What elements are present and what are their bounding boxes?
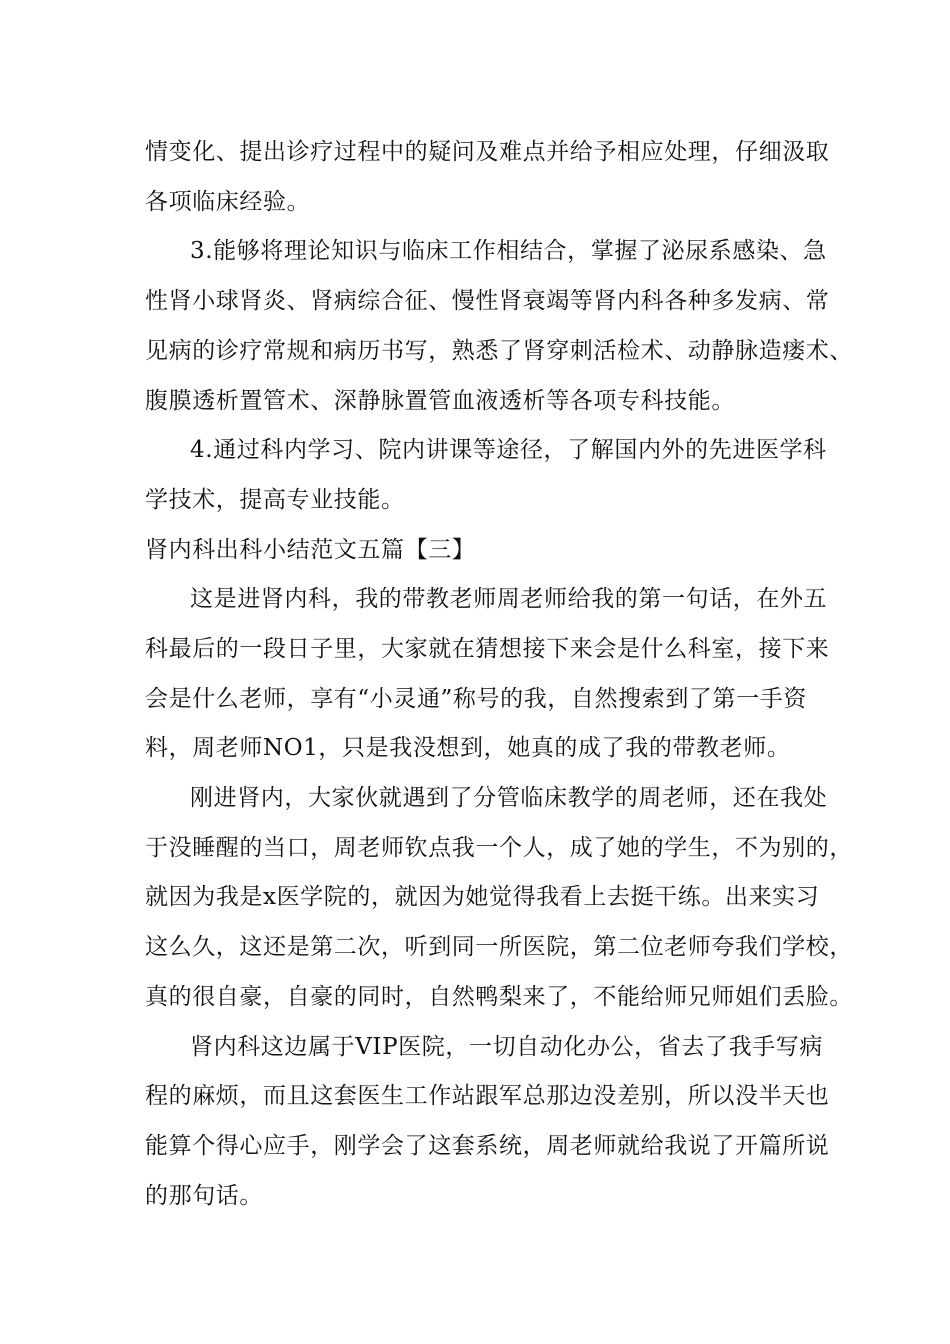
text-line: 情变化、提出诊疗过程中的疑问及难点并给予相应处理，仔细汲取 (145, 139, 830, 165)
section-heading: 肾内科出科小结范文五篇【三】 (145, 537, 476, 563)
paragraph-start-line: 刚进肾内，大家伙就遇到了分管临床教学的周老师，还在我处 (190, 785, 828, 811)
text-line: 学技术，提高专业技能。 (145, 487, 405, 513)
text-line: 就因为我是x医学院的，就因为她觉得我看上去挺干练。出来实习 (145, 884, 820, 910)
paragraph-start-line: 肾内科这边属于VIP医院，一切自动化办公，省去了我手写病 (190, 1034, 823, 1060)
text-line: 程的麻烦，而且这套医生工作站跟军总那边没差别，所以没半天也 (145, 1083, 830, 1109)
paragraph-start-line: 4.通过科内学习、院内讲课等途径，了解国内外的先进医学科 (190, 437, 827, 463)
text-line: 料，周老师NO1，只是我没想到，她真的成了我的带教老师。 (145, 735, 791, 761)
text-line: 于没睡醒的当口，周老师钦点我一个人，成了她的学生，不为别的， (145, 835, 853, 861)
text-line: 这么久，这还是第二次，听到同一所医院，第二位老师夸我们学校， (145, 934, 853, 960)
text-line: 见病的诊疗常规和病历书写，熟悉了肾穿刺活检术、动静脉造瘘术、 (145, 338, 853, 364)
paragraph-start-line: 3.能够将理论知识与临床工作相结合，掌握了泌尿系感染、急 (190, 238, 827, 264)
paragraph-start-line: 这是进肾内科，我的带教老师周老师给我的第一句话，在外五 (190, 586, 828, 612)
text-line: 腹膜透析置管术、深静脉置管血液透析等各项专科技能。 (145, 388, 735, 414)
text-line: 能算个得心应手，刚学会了这套系统，周老师就给我说了开篇所说 (145, 1133, 830, 1159)
text-line: 各项临床经验。 (145, 189, 311, 215)
text-line: 科最后的一段日子里，大家就在猜想接下来会是什么科室，接下来 (145, 636, 830, 662)
text-line: 性肾小球肾炎、肾病综合征、慢性肾衰竭等肾内科各种多发病、常 (145, 288, 830, 314)
text-line: 真的很自豪，自豪的同时，自然鸭梨来了，不能给师兄师姐们丢脸。 (145, 984, 853, 1010)
text-line: 会是什么老师，享有“小灵通”称号的我，自然搜索到了第一手资 (145, 686, 807, 712)
text-line: 的那句话。 (145, 1183, 263, 1209)
